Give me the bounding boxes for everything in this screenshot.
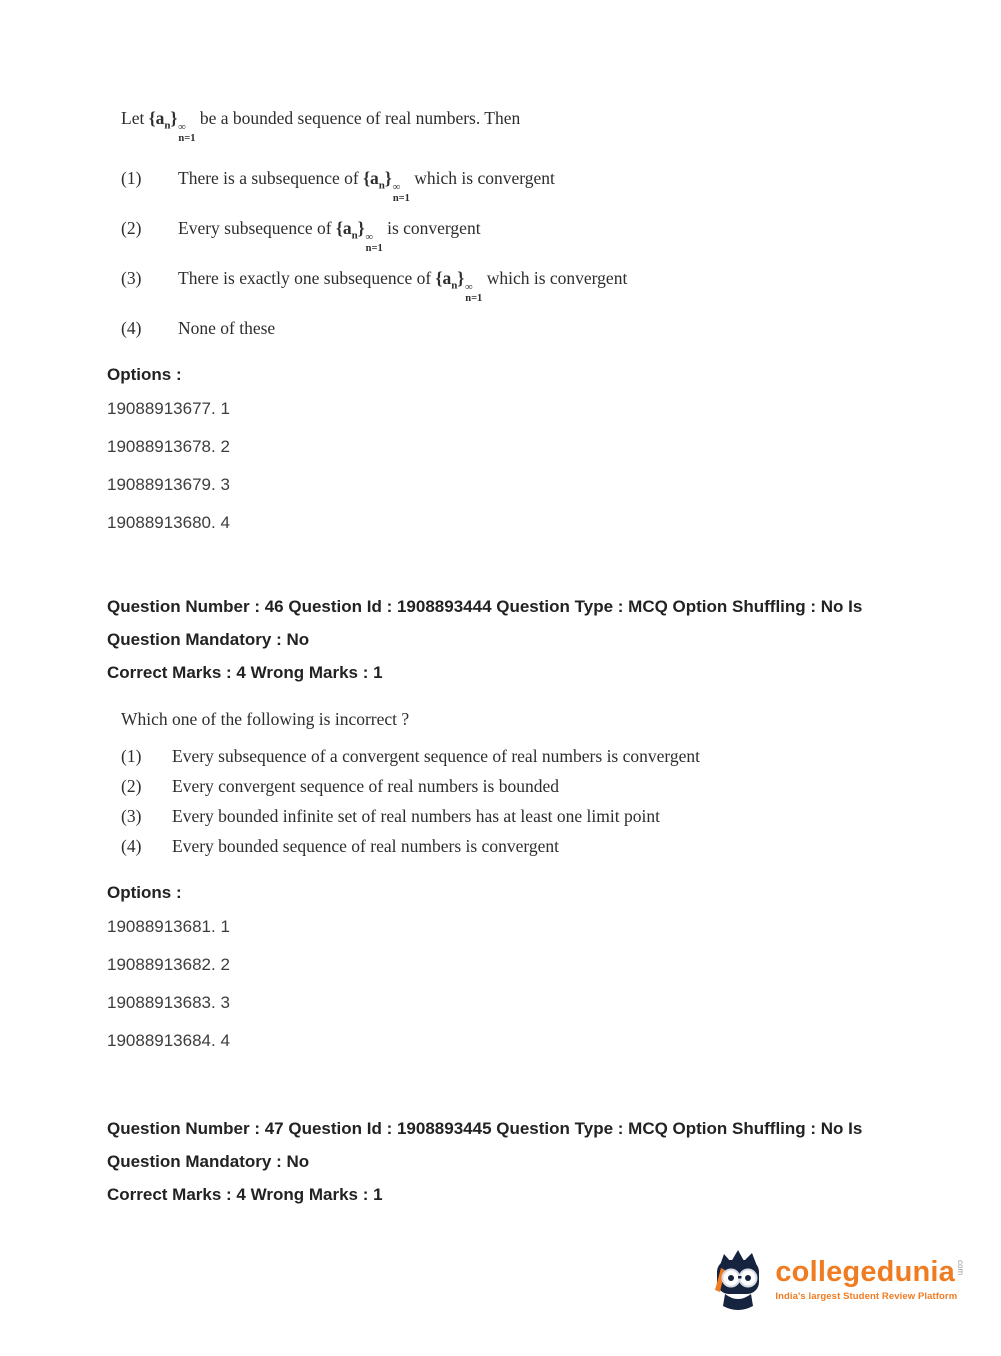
option-id-line: 19088913677. 1 [107,399,230,419]
option-id-line: 19088913683. 3 [107,993,230,1013]
choice-row [121,318,957,339]
math-upper: ∞ [178,122,186,133]
question-marks-line: Correct Marks : 4 Wrong Marks : 1 [107,1185,383,1205]
math-close: } [170,108,178,128]
sequence-notation: $\{a_n\}$ ∞ n=1 [363,168,410,205]
choice-text: There is a subsequence of $\{a_n\}$ ∞ n=1 which is convergent [178,168,555,205]
choice-number: (2) [121,776,142,797]
math-open: {a [148,108,165,128]
options-list [107,399,957,533]
choice-number: (4) [121,318,142,339]
question-header-line: Question Mandatory : No [107,630,310,650]
brand-wordmark-block [775,1258,965,1302]
sequence-notation: $\{a_n\}$ ∞ n=1 [435,268,483,305]
choice-row [121,268,957,304]
question-46-block [107,597,957,1051]
choice-text: Every bounded infinite set of real numbers has at least one limit point [172,806,660,827]
choice-text: Every convergent sequence of real numbers is bounded [172,776,559,797]
math-sub: n [164,119,171,132]
math-limits [178,122,195,144]
question-45-block [107,108,957,533]
brand-wordmark: collegedunia [775,1256,955,1288]
choice-number: (2) [121,218,142,239]
mascot-icon [711,1248,765,1312]
brand-line [775,1258,965,1287]
choice-row [121,806,957,827]
choice-row [121,168,957,204]
choice-number: (3) [121,806,142,827]
question-46-header [107,597,957,683]
choice-text: Every subsequence of $\{a_n\}$ ∞ n=1 is convergent [178,218,481,255]
option-id-line: 19088913681. 1 [107,917,230,937]
math-lower: n=1 [178,133,196,145]
sequence-notation [148,108,196,145]
stem-text-post: be a bounded sequence of real numbers. Then [195,108,521,128]
option-id-line: 19088913678. 2 [107,437,230,457]
choice-number: (1) [121,746,142,767]
option-id-line: 19088913680. 4 [107,513,230,533]
option-id-line: 19088913679. 3 [107,475,230,495]
choice-list [107,168,957,339]
question-47-block [107,1119,957,1205]
choice-list [107,746,957,857]
question-header-line: Question Mandatory : No [107,1152,310,1172]
choice-row [121,836,957,857]
sequence-notation: $\{a_n\}$ ∞ n=1 [335,218,383,255]
question-header-line: Question Number : 47 Question Id : 1908893445 Question Type : MCQ Option Shuffling : No Is [107,1119,863,1139]
options-list [107,917,957,1051]
options-label: Options : [107,883,182,903]
choice-text: None of these [178,318,276,339]
question-header-line: Question Number : 46 Question Id : 1908893444 Question Type : MCQ Option Shuffling : No Is [107,597,863,617]
option-id-line: 19088913684. 4 [107,1031,230,1051]
brand-suffix: com [956,1260,965,1276]
options-label: Options : [107,365,182,385]
question-47-header [107,1119,957,1205]
choice-text: Every subsequence of a convergent sequence of real numbers is convergent [172,746,701,767]
choice-row [121,776,957,797]
choice-number: (4) [121,836,142,857]
choice-number: (3) [121,268,142,289]
choice-number: (1) [121,168,142,189]
choice-row [121,218,957,254]
collegedunia-logo [711,1248,965,1312]
choice-text: There is exactly one subsequence of $\{a_n\}$ ∞ n=1 which is convergent [178,268,628,305]
question-marks-line: Correct Marks : 4 Wrong Marks : 1 [107,663,383,683]
choice-row [121,746,957,767]
stem-text-pre: Let [121,108,149,128]
brand-tagline: India's largest Student Review Platform [775,1291,958,1302]
choice-text: Every bounded sequence of real numbers is convergent [172,836,559,857]
question-46-stem: Which one of the following is incorrect ? [121,709,410,730]
question-45-stem [121,108,957,144]
option-id-line: 19088913682. 2 [107,955,230,975]
